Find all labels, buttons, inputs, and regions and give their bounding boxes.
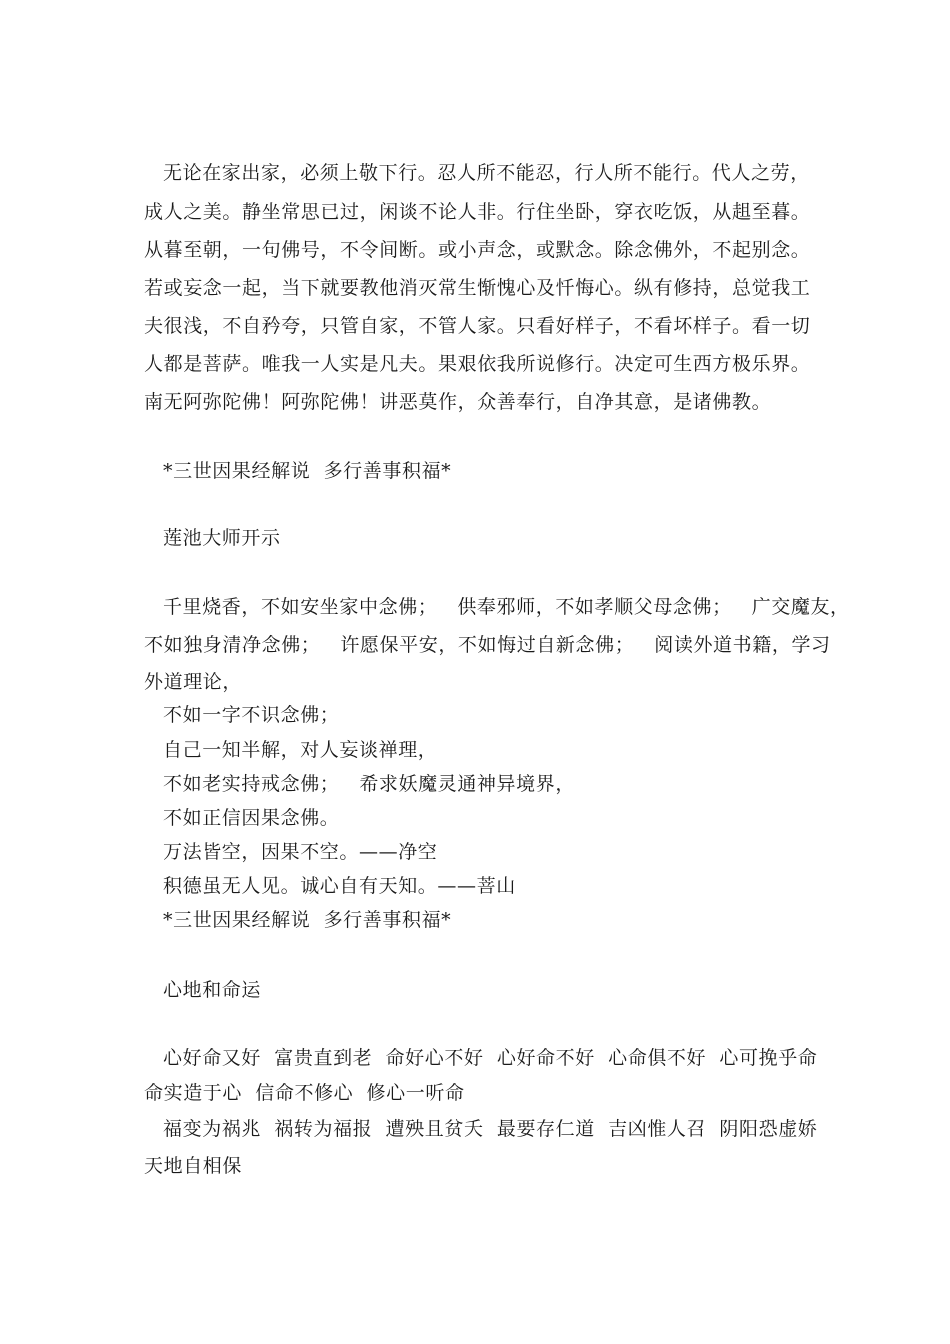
- section-heading: *三世因果经解说 多行善事积福*: [163, 460, 452, 482]
- paragraph-line: 无论在家出家，必须上敬下行。忍人所不能忍，行人所不能行。代人之劳，: [163, 162, 810, 184]
- paragraph-line: 夫很浅，不自矜夸，只管自家，不管人家。只看好样子，不看坏样子。看一切: [144, 315, 811, 337]
- paragraph-line: 心好命又好 富贵直到老 命好心不好 心好命不好 心命俱不好 心可挽乎命: [163, 1047, 818, 1069]
- paragraph-line: 人都是菩萨。唯我一人实是凡夫。果艰依我所说修行。决定可生西方极乐界。: [144, 353, 811, 375]
- section-heading: *三世因果经解说 多行善事积福*: [163, 909, 452, 931]
- paragraph-line: 外道理论，: [144, 671, 243, 693]
- paragraph-line: 福变为祸兆 祸转为福报 遭殃且贫夭 最要存仁道 吉凶惟人召 阴阳恐虚娇: [163, 1118, 818, 1140]
- paragraph-line: 若或妄念一起，当下就要教他消灭常生惭愧心及忏悔心。纵有修持，总觉我工: [144, 277, 811, 299]
- paragraph-line: 南无阿弥陀佛！阿弥陀佛！讲恶莫作，众善奉行，自净其意，是诸佛教。: [144, 391, 772, 413]
- paragraph-line: 不如老实持戒念佛； 希求妖魔灵通神异境界，: [163, 773, 575, 795]
- section-heading: 心地和命运: [163, 979, 262, 1001]
- paragraph-line: 成人之美。静坐常思已过，闲谈不论人非。行住坐卧，穿衣吃饭，从趄至暮。: [144, 201, 811, 223]
- paragraph-line: 自己一知半解，对人妄谈禅理，: [163, 739, 438, 761]
- paragraph-line: 从暮至朝，一句佛号，不令间断。或小声念，或默念。除念佛外，不起别念。: [144, 239, 811, 261]
- section-heading: 莲池大师开示: [163, 527, 281, 549]
- paragraph-line: 积德虽无人见。诚心自有天知。——菩山: [163, 875, 516, 897]
- paragraph-line: 不如独身清净念佛； 许愿保平安，不如悔过自新念佛； 阅读外道书籍，学习: [144, 634, 831, 656]
- paragraph-line: 万法皆空，因果不空。——净空: [163, 841, 438, 863]
- paragraph-line: 不如正信因果念佛。: [163, 807, 340, 829]
- paragraph-line: 不如一字不识念佛；: [163, 704, 340, 726]
- paragraph-line: 命实造于心 信命不修心 修心一听命: [144, 1082, 465, 1104]
- paragraph-line: 天地自相保: [144, 1155, 243, 1177]
- paragraph-line: 千里烧香，不如安坐家中念佛； 供奉邪师，不如孝顺父母念佛； 广交魔友，: [163, 596, 850, 618]
